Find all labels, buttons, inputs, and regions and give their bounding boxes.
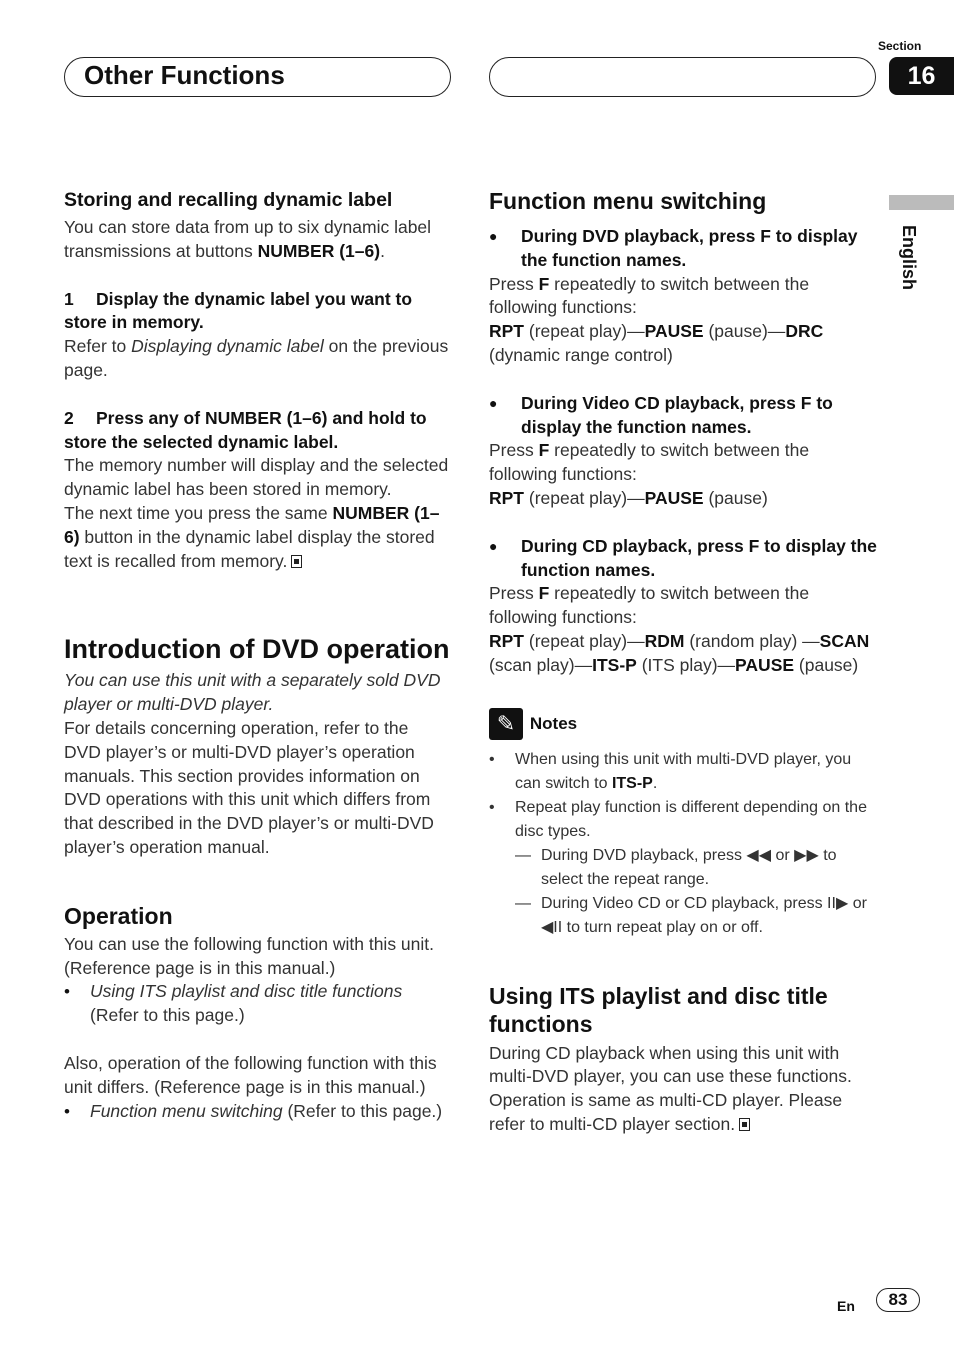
fn-rdm-desc: (random play) — — [684, 630, 820, 651]
step1-body-c: on the previous page. — [64, 336, 449, 380]
fn-its-p: ITS-P — [592, 654, 637, 675]
fn-pause: PAUSE — [644, 321, 704, 342]
its-body-text: During CD playback when using this unit with multi-DVD player, you can use these functions. Operation is same as multi-CD player. Please refer to multi-CD player section. — [489, 1042, 852, 1134]
bullet-dot: ● — [489, 537, 498, 554]
fn-drc: DRC — [785, 321, 824, 342]
notes-header — [489, 708, 877, 742]
fms-cd-title-text: During CD playback, press F to display the function names. — [521, 535, 877, 580]
fms-dvd-press-c: repeatedly to switch between the following functions: — [489, 273, 810, 318]
fms-heading: Function menu switching — [489, 188, 767, 214]
step1-title-text: Display the dynamic label you want to store in memory. — [64, 288, 413, 333]
fms-dvd-title — [489, 225, 877, 273]
bullet-dot: ● — [489, 394, 498, 411]
note-2-sub-2 — [489, 892, 877, 940]
side-tab-language: English — [899, 225, 919, 291]
step1-body-ref: Displaying dynamic label — [131, 336, 324, 357]
fn-rpt-desc: (repeat play)— — [524, 630, 645, 651]
operation-heading: Operation — [64, 902, 173, 929]
note-1-text: When using this unit with multi-DVD player, you can switch to — [515, 750, 852, 792]
note-1 — [489, 748, 877, 796]
fms-cd-title — [489, 535, 877, 583]
operation-p1: You can use the following function with this unit. (Reference page is in this manual.) — [64, 933, 435, 978]
fn-rdm: RDM — [644, 630, 685, 651]
footer-lang: En — [837, 1298, 855, 1314]
operation-bullet-2 — [64, 1100, 450, 1124]
step1-body-a: Refer to — [64, 336, 132, 357]
storing-intro-number: NUMBER (1–6) — [257, 240, 381, 261]
fms-cd-press-a: Press — [489, 583, 539, 604]
section-number: 16 — [889, 57, 954, 95]
intro-dvd-italic-text: You can use this unit with a separately sold DVD player or multi-DVD player. — [64, 670, 441, 715]
section-label: Section — [878, 39, 922, 53]
fms-vcd-press-c: repeatedly to switch between the following functions: — [489, 440, 810, 485]
fms-vcd-press-a: Press — [489, 440, 539, 461]
bullet-dot: • — [489, 750, 495, 768]
fn-pause: PAUSE — [644, 487, 704, 508]
fn-pause-desc: (pause) — [794, 654, 859, 675]
fms-vcd-press-key: F — [538, 440, 550, 461]
step2-body-2a: The next time you press the same — [64, 502, 333, 523]
intro-dvd-body: For details concerning operation, refer to the DVD player’s or multi-DVD player’s operation manuals. This section provides information on DVD operations with this unit which differs from that described in the DVD player’s or multi-DVD player’s operation manual. — [64, 717, 434, 857]
operation-link-its[interactable]: Using ITS playlist and disc title functions — [90, 981, 403, 1002]
step2-body-2c: button in the dynamic label display the stored text is recalled from memory. — [64, 526, 435, 571]
operation-b2-rest: (Refer to this page.) — [282, 1100, 443, 1121]
notes-label: Notes — [529, 713, 578, 733]
bullet-dot: • — [64, 1101, 70, 1121]
step1-title — [64, 288, 450, 336]
note-2-text: Repeat play function is different depending on the disc types. — [515, 798, 867, 840]
left-column — [64, 187, 450, 1123]
operation-b1-rest: (Refer to this page.) — [90, 1005, 245, 1026]
its-heading: Using ITS playlist and disc title functions — [489, 982, 828, 1037]
fn-its-p-desc: (ITS play)— — [636, 654, 736, 675]
page-number: 83 — [876, 1288, 920, 1312]
fms-dvd-title-text: During DVD playback, press F to display the function names. — [521, 226, 858, 270]
fms-vcd-title — [489, 392, 877, 440]
its-body — [489, 1042, 877, 1137]
fms-vcd-press — [489, 439, 877, 487]
fn-rpt: RPT — [489, 630, 524, 651]
storing-intro-end: . — [380, 240, 385, 261]
note-1-end: . — [652, 774, 658, 792]
note-2-sub-1-text: During DVD playback, press ◀◀ or ▶▶ to select the repeat range. — [541, 846, 837, 888]
step1-body — [64, 335, 450, 383]
note-2 — [489, 796, 877, 844]
step2-body-2 — [64, 502, 450, 573]
step1-number: 1 — [64, 288, 74, 309]
fms-cd-press-c: repeatedly to switch between the following functions: — [489, 583, 810, 628]
fn-rpt-desc: (repeat play)— — [524, 487, 645, 508]
step2-number: 2 — [64, 407, 74, 428]
fms-dvd-functions — [489, 320, 877, 368]
fms-vcd-functions — [489, 487, 877, 511]
operation-p2: Also, operation of the following function with this unit differs. (Reference page is in this manual.) — [64, 1052, 437, 1097]
fms-cd-press — [489, 582, 877, 630]
note-1-its-p: ITS-P — [611, 774, 653, 792]
fn-rpt: RPT — [489, 487, 524, 508]
fms-dvd-press — [489, 273, 877, 321]
step2-body-number: NUMBER (1–6) — [64, 502, 440, 547]
end-mark-icon — [739, 1118, 750, 1131]
notes-pencil-icon: ✎ — [489, 708, 523, 740]
right-column — [489, 187, 877, 1137]
end-mark-icon — [291, 555, 302, 568]
bullet-dot: • — [64, 982, 70, 1002]
storing-intro-text: You can store data from up to six dynamic label transmissions at buttons — [64, 217, 432, 261]
fn-pause-desc: (pause)— — [703, 321, 786, 342]
storing-intro — [64, 216, 450, 264]
fn-drc-desc: (dynamic range control) — [489, 344, 673, 365]
fms-cd-functions — [489, 630, 877, 678]
storing-heading: Storing and recalling dynamic label — [64, 189, 393, 211]
intro-dvd-italic — [64, 669, 450, 717]
fms-cd-press-key: F — [538, 583, 550, 604]
bullet-dot: ● — [489, 228, 498, 244]
fn-rpt-desc: (repeat play)— — [524, 321, 645, 342]
note-2-sub-1 — [489, 844, 877, 892]
dash: — — [515, 894, 531, 912]
fn-scan-desc: (scan play)— — [489, 654, 593, 675]
fms-dvd-press-a: Press — [489, 273, 539, 294]
side-tab-bar — [889, 195, 954, 210]
dash: — — [515, 846, 531, 864]
fn-rpt: RPT — [489, 321, 524, 342]
fms-dvd-press-key: F — [538, 273, 550, 294]
fn-pause-desc: (pause) — [703, 487, 768, 508]
step2-title — [64, 407, 450, 455]
step2-body-1: The memory number will display and the selected dynamic label has been stored in memory. — [64, 455, 449, 500]
operation-bullet-1 — [64, 980, 450, 1028]
header-right-frame — [489, 57, 876, 97]
operation-link-fms[interactable]: Function menu switching — [90, 1100, 283, 1121]
step2-title-text: Press any of NUMBER (1–6) and hold to store the selected dynamic label. — [64, 407, 427, 452]
note-2-sub-2-text: During Video CD or CD playback, press II▶ or ◀II to turn repeat play on or off. — [541, 894, 867, 936]
fms-vcd-title-text: During Video CD playback, press F to display the function names. — [521, 392, 833, 437]
intro-dvd-heading: Introduction of DVD operation — [64, 634, 450, 665]
bullet-dot: • — [489, 798, 495, 816]
page-title: Other Functions — [84, 60, 285, 90]
fn-pause: PAUSE — [735, 654, 795, 675]
fn-scan: SCAN — [819, 630, 870, 651]
